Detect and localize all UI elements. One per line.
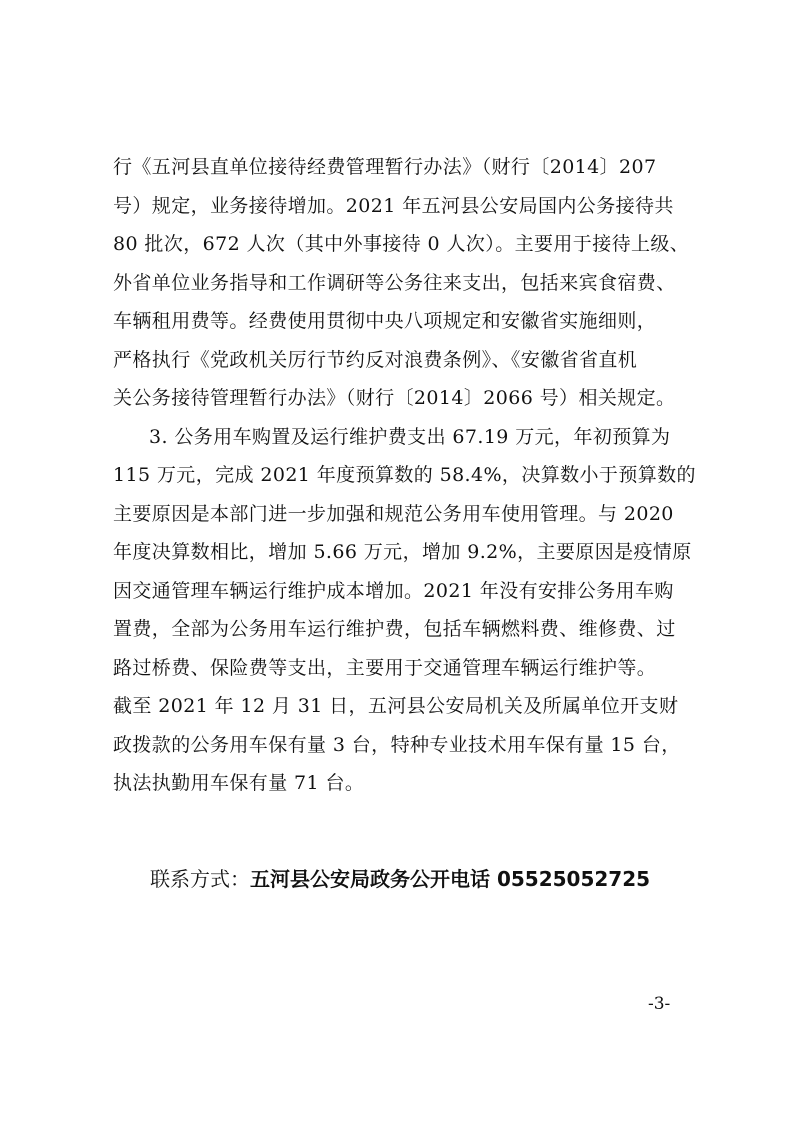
paragraph-line: 外省单位业务指导和工作调研等公务往来支出，包括来宾食宿费、 — [113, 271, 676, 294]
contact-info — [150, 864, 650, 894]
paragraph-line: 关公务接待管理暂行办法》（财行〔2014〕2066 号）相关规定。 — [113, 387, 676, 409]
paragraph-line: 主要原因是本部门进一步加强和规范公务用车使用管理。与 2020 — [113, 502, 674, 525]
paragraph-line: 年度决算数相比，增加 5.66 万元，增加 9.2%，主要原因是疫情原 — [113, 541, 692, 563]
paragraph-line: 置费，全部为公务用车运行维护费，包括车辆燃料费、维修费、过 — [113, 618, 676, 640]
page-number: -3- — [648, 994, 671, 1014]
paragraph-1 — [113, 148, 713, 418]
body-text — [113, 148, 713, 803]
paragraph-line: 号）规定，业务接待增加。2021 年五河县公安局国内公务接待共 — [113, 194, 674, 217]
paragraph-2 — [113, 418, 713, 803]
paragraph-line: 路过桥费、保险费等支出，主要用于交通管理车辆运行维护等。 — [113, 656, 657, 679]
paragraph-line: 因交通管理车辆运行维护成本增加。2021 年没有安排公务用车购 — [113, 579, 674, 602]
paragraph-line: 截至 2021 年 12 月 31 日，五河县公安局机关及所属单位开支财 — [113, 695, 679, 717]
paragraph-line: 80 批次，672 人次（其中外事接待 0 人次）。主要用于接待上级、 — [113, 233, 690, 255]
paragraph-line: 115 万元，完成 2021 年度预算数的 58.4%，决算数小于预算数的 — [113, 464, 696, 486]
paragraph-line: 车辆租用费等。经费使用贯彻中央八项规定和安徽省实施细则， — [113, 310, 657, 332]
contact-label: 联系方式： — [150, 867, 250, 891]
paragraph-line: 行《五河县直单位接待经费管理暂行办法》（财行〔2014〕207 — [113, 156, 657, 178]
paragraph-line: 严格执行《党政机关厉行节约反对浪费条例》、《安徽省省直机 — [113, 348, 638, 371]
paragraph-line: 3. 公务用车购置及运行维护费支出 67.19 万元，年初预算为 — [149, 425, 671, 448]
paragraph-line: 政拨款的公务用车保有量 3 台，特种专业技术用车保有量 15 台， — [113, 733, 681, 756]
contact-phone: 五河县公安局政务公开电话 05525052725 — [250, 867, 651, 891]
paragraph-line: 执法执勤用车保有量 71 台。 — [113, 772, 365, 794]
